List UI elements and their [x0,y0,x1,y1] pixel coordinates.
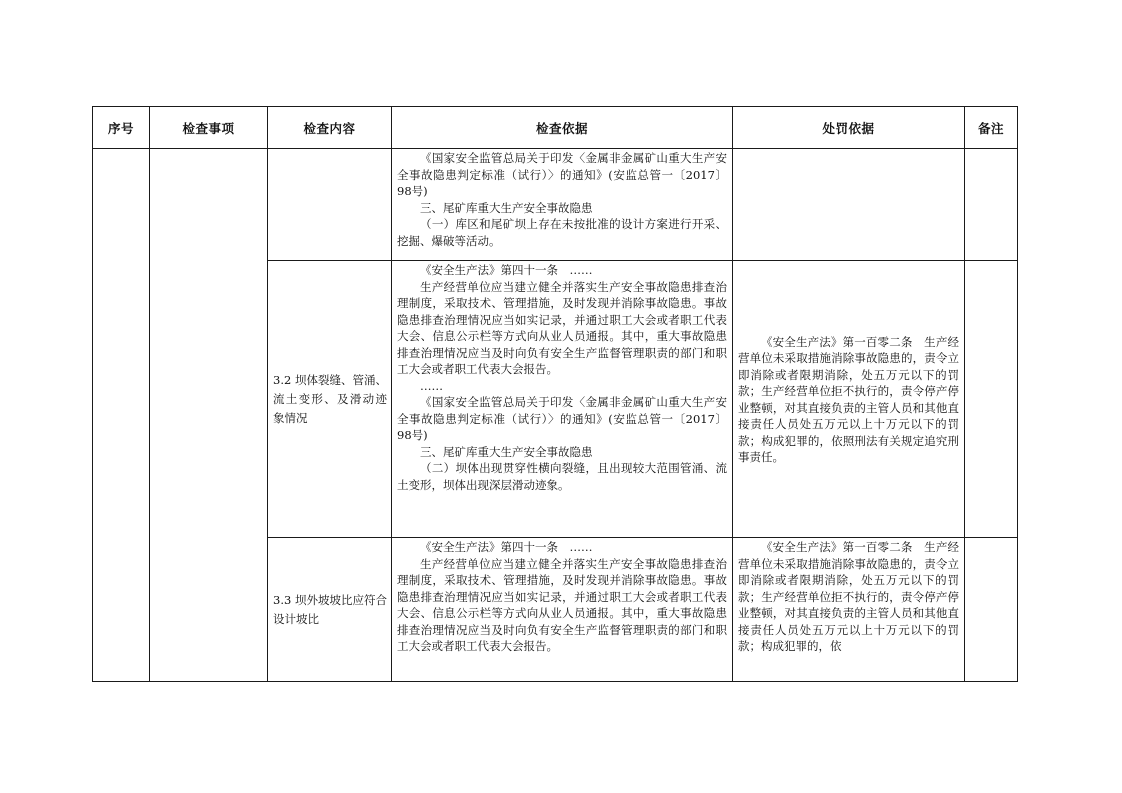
basis-paragraph: …… [420,378,443,393]
basis-paragraph: 《国家安全监管总局关于印发〈金属非金属矿山重大生产安全事故隐患判定标准（试行）〉的通知》(安监总管一〔2017〕98号) [397,151,727,198]
basis-cell [392,261,733,538]
basis-cell [392,538,733,682]
basis-paragraph: 生产经营单位应当建立健全并落实生产安全事故隐患排查治理制度，采取技术、管理措施，及时发现并消除事故隐患。事故隐患排查治理情况应当如实记录，并通过职工大会或者职工代表大会、信息公示栏等方式向从业人员通报。其中，重大事故隐患排查治理情况应当及时向负有安全生产监督管理职责的部门和职工大会或者职工代表大会报告。 [397,279,727,376]
header-basis: 检查依据 [392,107,733,149]
content-cell [268,149,392,261]
basis-paragraph: 三、尾矿库重大生产安全事故隐患 [420,200,593,215]
note-cell [965,261,1018,538]
penalty-cell [733,261,965,538]
table-header-row [93,107,1018,149]
penalty-paragraph: 《安全生产法》第一百零二条 生产经营单位未采取措施消除事故隐患的，责令立即消除或者限期消除，处五万元以下的罚款；生产经营单位拒不执行的，责令停产停业整顿，对其直接负责的主管人员和其他直接责任人员处五万元以上十万元以下的罚款；构成犯罪的，依照刑法有关规定追究刑事责任。 [738,334,959,464]
header-item: 检查事项 [150,107,268,149]
penalty-cell [733,538,965,682]
seq-cell [93,149,150,682]
basis-paragraph: （二）坝体出现贯穿性横向裂缝，且出现较大范围管涌、流土变形，坝体出现深层滑动迹象。 [397,461,727,492]
table-row [93,149,1018,261]
header-content: 检查内容 [268,107,392,149]
basis-cell [392,149,733,261]
header-penalty: 处罚依据 [733,107,965,149]
item-cell [150,149,268,682]
penalty-cell [733,149,965,261]
header-note: 备注 [965,107,1018,149]
content-cell: 3.3 坝外坡坡比应符合设计坡比 [268,538,392,682]
basis-paragraph: 《安全生产法》第四十一条 …… [420,540,593,554]
header-seq: 序号 [93,107,150,149]
inspection-table [92,106,1018,682]
note-cell [965,149,1018,261]
note-cell [965,538,1018,682]
basis-paragraph: 《安全生产法》第四十一条 …… [420,263,593,277]
penalty-paragraph: 《安全生产法》第一百零二条 生产经营单位未采取措施消除事故隐患的，责令立即消除或者限期消除，处五万元以下的罚款；生产经营单位拒不执行的，责令停产停业整顿，对其直接负责的主管人员和其他直接责任人员处五万元以上十万元以下的罚款；构成犯罪的，依 [738,540,959,653]
basis-paragraph: 生产经营单位应当建立健全并落实生产安全事故隐患排查治理制度，采取技术、管理措施，及时发现并消除事故隐患。事故隐患排查治理情况应当如实记录，并通过职工大会或者职工代表大会、信息公示栏等方式向从业人员通报。其中，重大事故隐患排查治理情况应当及时向负有安全生产监督管理职责的部门和职工大会或者职工代表大会报告。 [397,556,727,653]
basis-paragraph: （一）库区和尾矿坝上存在未按批准的设计方案进行开采、挖掘、爆破等活动。 [397,217,727,248]
basis-paragraph: 《国家安全监管总局关于印发〈金属非金属矿山重大生产安全事故隐患判定标准（试行）〉的通知》(安监总管一〔2017〕98号) [397,395,727,442]
basis-paragraph: 三、尾矿库重大生产安全事故隐患 [420,444,593,459]
content-cell: 3.2 坝体裂缝、管涌、流土变形、及滑动迹象情况 [268,261,392,538]
